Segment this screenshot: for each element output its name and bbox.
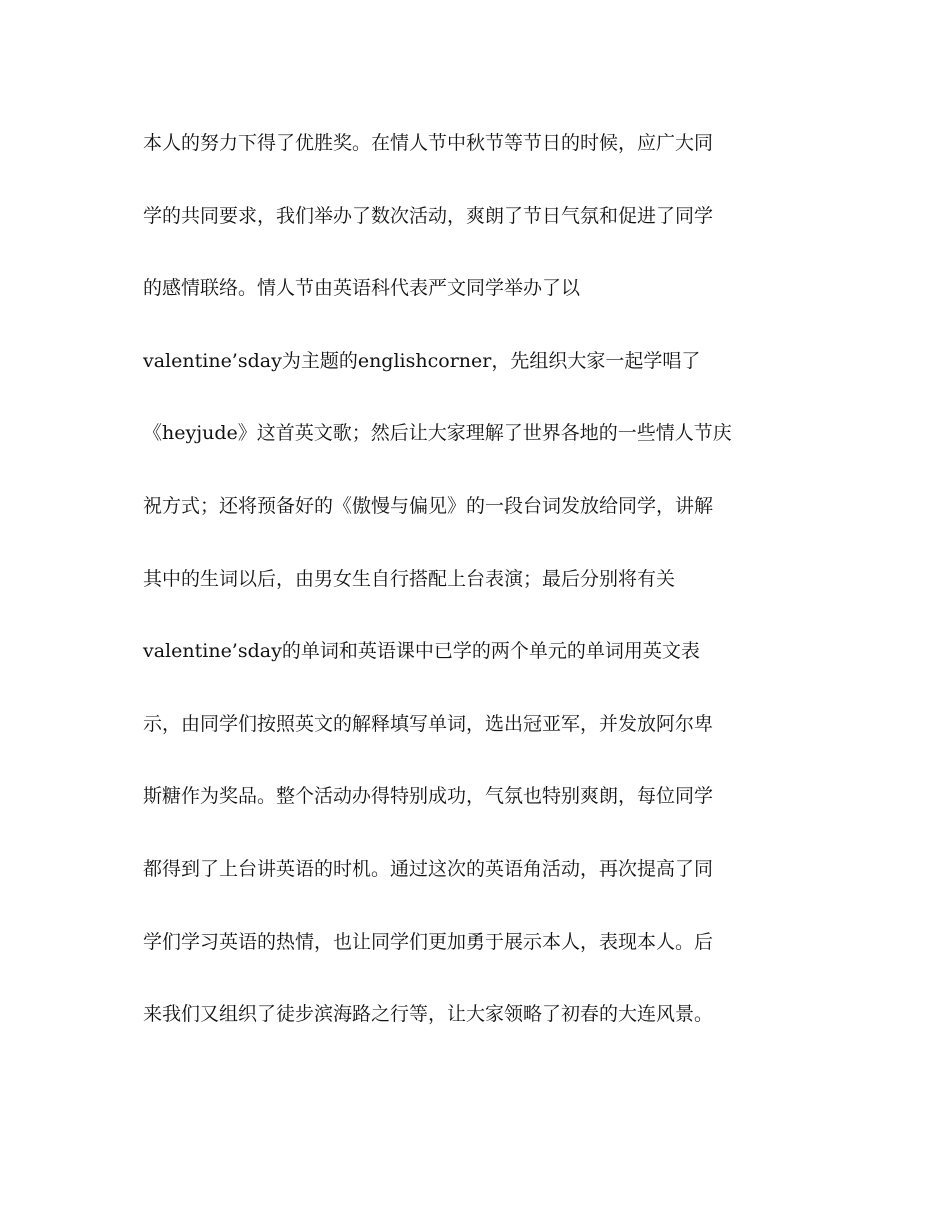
text-line: 示，由同学们按照英文的解释填写单词，选出冠亚军，并发放阿尔卑: [143, 712, 714, 735]
text-line: 的感情联络。情人节由英语科代表严文同学举办了以: [143, 277, 581, 300]
text-line: valentine’sday的单词和英语课中已学的两个单元的单词用英文表: [143, 640, 700, 663]
text-line: valentine’sday为主题的englishcorner，先组织大家一起学唱了: [143, 349, 701, 372]
text-line: 学的共同要求，我们举办了数次活动，爽朗了节日气氛和促进了同学: [143, 204, 714, 227]
body-paragraph: [143, 122, 823, 1066]
text-line: 学们学习英语的热情，也让同学们更加勇于展示本人，表现本人。后: [143, 930, 714, 953]
text-line: 《heyjude》这首英文歌；然后让大家理解了世界各地的一些情人节庆: [143, 422, 732, 445]
text-line: 其中的生词以后，由男女生自行搭配上台表演；最后分别将有关: [143, 567, 676, 590]
text-line: 祝方式；还将预备好的《傲慢与偏见》的一段台词发放给同学，讲解: [143, 494, 714, 517]
text-line: 本人的努力下得了优胜奖。在情人节中秋节等节日的时候，应广大同: [143, 132, 714, 154]
text-line: 斯糖作为奖品。整个活动办得特别成功，气氛也特别爽朗，每位同学: [143, 785, 714, 808]
text-line: 都得到了上台讲英语的时机。通过这次的英语角活动，再次提高了同: [143, 857, 714, 880]
text-line: 来我们又组织了徒步滨海路之行等，让大家领略了初春的大连风景。: [143, 1003, 714, 1026]
